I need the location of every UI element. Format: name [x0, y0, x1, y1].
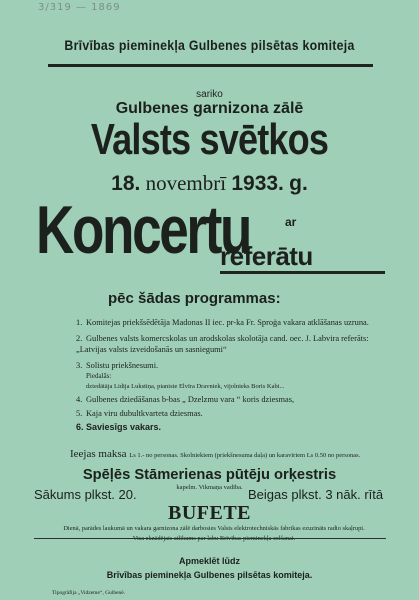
pencil-note: 3/319 — 1869 [38, 2, 121, 13]
start-time: Sākums plkst. 20. [34, 487, 137, 502]
date-month: novembrī [145, 171, 227, 195]
end-time: Beigas plkst. 3 nāk. rītā [248, 487, 384, 502]
program-performers: dziedātāja Lidija Lukstiņa, pianiste Elvīra Dravniek, vijolnieks Boris Kabi... [86, 382, 285, 390]
program-item: 4. Gulbenes dziedāšanas b-bas „ Dzelzmu vara “ koris dziesmas, [76, 395, 295, 405]
buffet-radio-note: Dienā, parādes laukumā un vakara garnizona zālē darbosies Valsts elektrotechniskās fabrikas ezuzināts radio skaļrupi. [63, 525, 365, 532]
venue-text: Gulbenes garnizona zālē [115, 100, 304, 117]
header-divider [48, 64, 373, 67]
with-text: ar [285, 215, 297, 229]
invitation-line1: Apmeklēt lūdz [178, 556, 240, 566]
organizes-text: sariko [196, 89, 223, 100]
ticket-label: Ieejas maksa [70, 448, 127, 460]
buffet-title: BUFETE [167, 502, 252, 524]
program-title: pēc šādas programmas: [108, 290, 281, 307]
invitation-line2: Brīvības pieminekļa Gulbenes pilsētas komiteja. [106, 569, 313, 580]
program-item: 2. Gulbenes valsts komercskolas un arodskolas skolotāja cand. oec. J. Labvira referāts: „Latvijas valsts izveidošanās un sasniegumi“ [76, 334, 369, 354]
printer-credit: Tipogrāfija „Vidzeme“, Gulbenē. [52, 590, 126, 596]
orchestra-conductor: kapelm. Vikmaņa vadība. [176, 484, 243, 491]
program-list [76, 318, 388, 439]
program-item: 1. Komitejas priekšsēdētāja Madonas II iec. pr-ka Fr. Sproģa vakara atklāšanas uzruna. [76, 318, 369, 327]
program-subheading: Piedalās: [86, 372, 112, 380]
program-item: 3. Solistu priekšnesumi. [76, 360, 159, 370]
program-item: 6. Saviesīgs vakars. [76, 421, 162, 432]
event-title: Valsts svētkos [90, 115, 329, 164]
ticket-detail: Ls 1.- no personas. Skolniekiem (priekšnesuma daļa) un karavīriem Ls 0.50 no personas. [129, 452, 361, 459]
orchestra-name: Spēļēs Stāmerienas pūtēju orķestris [82, 466, 337, 483]
lecture-heading: referātu [220, 241, 313, 271]
invitation [0, 555, 419, 582]
program-item: 5. Kaja viru dubultkvarteta dziesmas. [76, 408, 203, 418]
date-day: 18. [111, 172, 141, 195]
date-suffix: g. [289, 172, 308, 195]
committee-title: Brīvības pieminekļa Gulbenes pilsētas komiteja [64, 37, 355, 53]
buffet-divider [34, 538, 386, 539]
date-year: 1933. [231, 172, 284, 195]
concert-heading: Koncertu [36, 192, 251, 268]
lecture-underline [220, 271, 385, 274]
ticket-price [70, 448, 360, 460]
buffet-description [36, 524, 392, 543]
